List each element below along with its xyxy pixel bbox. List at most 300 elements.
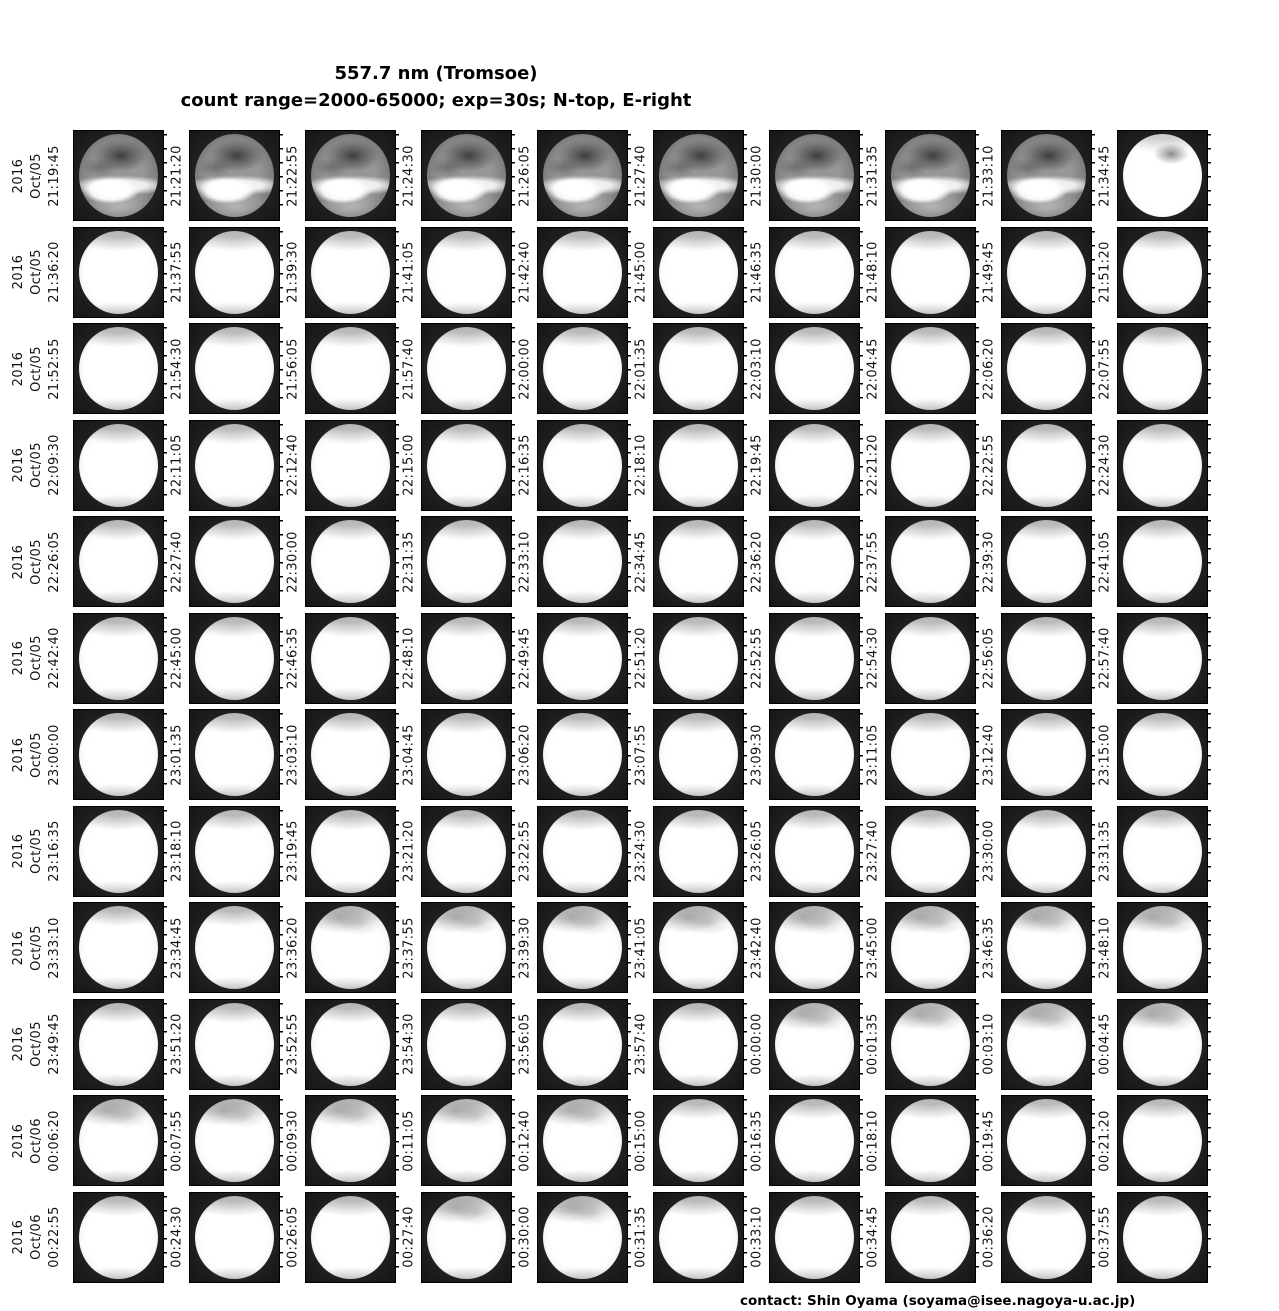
frame-time-text: 21:49:45 (981, 241, 996, 303)
frame-row (0, 1095, 1208, 1186)
frame-time-label (628, 1192, 653, 1283)
frame-time-text: 00:16:35 (749, 1109, 764, 1172)
allsky-thumbnail (537, 516, 628, 607)
frame-time-text: 22:01:35 (633, 337, 648, 400)
frame-time-label (512, 130, 537, 221)
allsky-image (195, 327, 274, 410)
allsky-image (543, 713, 622, 796)
row-date: Oct/05 (28, 1021, 44, 1067)
allsky-image (775, 906, 854, 989)
frame-time-label (280, 227, 305, 318)
frame-time-label (744, 613, 769, 704)
allsky-thumbnail (1001, 323, 1092, 414)
allsky-thumbnail (421, 709, 512, 800)
frame-row (0, 709, 1208, 800)
frame-time-label (512, 1192, 537, 1283)
frame-time-label (280, 516, 305, 607)
allsky-image (659, 1196, 738, 1279)
allsky-thumbnail (305, 999, 396, 1090)
frame-time-text: 00:24:30 (169, 1206, 184, 1268)
frame-time-text: 23:19:45 (285, 820, 300, 882)
row-year: 2016 (10, 833, 26, 869)
allsky-thumbnail (1117, 227, 1208, 318)
frame-time-text: 23:22:55 (517, 820, 532, 882)
frame-time-text: 22:31:35 (401, 530, 416, 593)
allsky-thumbnail (1117, 1192, 1208, 1283)
allsky-thumbnail (885, 1192, 976, 1283)
allsky-thumbnail (885, 806, 976, 897)
allsky-thumbnail (1001, 1192, 1092, 1283)
allsky-image (79, 327, 158, 410)
allsky-thumbnail (73, 227, 164, 318)
frame-time-label (628, 130, 653, 221)
frame-time-label (280, 999, 305, 1090)
frame-time-text: 22:11:05 (169, 434, 184, 496)
frame-time-text: 00:31:35 (633, 1206, 648, 1268)
frame-time-label (512, 420, 537, 511)
allsky-image (427, 231, 506, 314)
row-start-time: 21:52:55 (46, 337, 62, 400)
allsky-thumbnail (769, 323, 860, 414)
allsky-image (1007, 520, 1086, 603)
frame-time-text: 21:41:05 (401, 241, 416, 303)
allsky-image (1123, 713, 1202, 796)
frame-row (0, 613, 1208, 704)
frame-time-text: 00:33:10 (749, 1206, 764, 1268)
frame-time-text: 22:39:30 (981, 530, 996, 593)
allsky-image (427, 1196, 506, 1279)
frame-time-text: 22:24:30 (1097, 434, 1112, 496)
allsky-image (311, 617, 390, 700)
frame-time-text: 00:34:45 (865, 1206, 880, 1268)
frame-time-text: 21:51:20 (1097, 241, 1112, 303)
allsky-thumbnail (73, 902, 164, 993)
frame-time-label (744, 130, 769, 221)
allsky-thumbnail (305, 227, 396, 318)
frame-time-text: 22:18:10 (633, 434, 648, 496)
frame-time-text: 00:07:55 (169, 1109, 184, 1172)
frame-time-label (512, 227, 537, 318)
frame-time-label (164, 613, 189, 704)
allsky-image (1007, 134, 1086, 217)
row-year: 2016 (10, 1026, 26, 1062)
allsky-image (1007, 327, 1086, 410)
frame-time-label (1092, 806, 1117, 897)
allsky-thumbnail (769, 1192, 860, 1283)
row-start-time: 23:16:35 (46, 820, 62, 882)
allsky-image (891, 713, 970, 796)
frame-time-text: 22:27:40 (169, 530, 184, 593)
allsky-thumbnail (1117, 613, 1208, 704)
allsky-image (195, 1003, 274, 1086)
row-start-time: 21:36:20 (46, 241, 62, 303)
row-date: Oct/05 (28, 635, 44, 681)
frame-time-label (396, 130, 421, 221)
allsky-image (891, 520, 970, 603)
frame-time-text: 21:22:55 (285, 144, 300, 207)
page-subtitle: count range=2000-65000; exp=30s; N-top, E-right (180, 90, 692, 111)
frame-time-text: 21:46:35 (749, 241, 764, 303)
row-start-time: 22:09:30 (46, 434, 62, 496)
allsky-image (1007, 1196, 1086, 1279)
allsky-thumbnail (73, 516, 164, 607)
allsky-image (311, 713, 390, 796)
row-year: 2016 (10, 640, 26, 676)
allsky-image (543, 134, 622, 217)
frame-time-text: 23:09:30 (749, 723, 764, 786)
allsky-thumbnail (885, 420, 976, 511)
frame-time-label (628, 420, 653, 511)
row-start-time: 23:33:10 (46, 916, 62, 979)
allsky-thumbnail (653, 1095, 744, 1186)
frame-time-text: 23:31:35 (1097, 820, 1112, 882)
row-date: Oct/05 (28, 152, 44, 199)
allsky-thumbnail (769, 709, 860, 800)
frame-time-label (976, 323, 1001, 414)
row-date-label (0, 902, 73, 993)
frame-time-text: 21:56:05 (285, 337, 300, 400)
frame-time-label (396, 1192, 421, 1283)
frame-row (0, 1192, 1208, 1283)
frame-time-label (164, 227, 189, 318)
frame-time-label (1092, 420, 1117, 511)
allsky-image (427, 134, 506, 217)
allsky-thumbnail (305, 420, 396, 511)
frame-time-label (628, 1095, 653, 1186)
allsky-thumbnail (421, 613, 512, 704)
allsky-image (543, 327, 622, 410)
frame-time-label (628, 516, 653, 607)
frame-time-text: 21:45:00 (633, 241, 648, 303)
frame-time-label (1092, 227, 1117, 318)
frame-time-label (744, 999, 769, 1090)
frame-time-text: 21:26:05 (517, 144, 532, 207)
frame-time-label (744, 1095, 769, 1186)
frame-time-label (1092, 709, 1117, 800)
allsky-thumbnail (653, 709, 744, 800)
allsky-thumbnail (537, 999, 628, 1090)
frame-time-text: 00:11:05 (401, 1109, 416, 1172)
allsky-image (311, 520, 390, 603)
frame-time-label (396, 902, 421, 993)
frame-time-label (280, 902, 305, 993)
frame-time-text: 21:34:45 (1097, 144, 1112, 207)
row-date-label (0, 516, 73, 607)
frame-time-label (280, 1192, 305, 1283)
allsky-image (891, 1099, 970, 1182)
allsky-thumbnail (537, 709, 628, 800)
allsky-thumbnail (653, 999, 744, 1090)
row-year: 2016 (10, 930, 26, 965)
allsky-thumbnail (653, 420, 744, 511)
allsky-thumbnail (885, 709, 976, 800)
row-start-time: 00:22:55 (46, 1206, 62, 1268)
frame-time-text: 23:41:05 (633, 916, 648, 979)
allsky-thumbnail (1117, 323, 1208, 414)
frame-time-text: 22:30:00 (285, 530, 300, 593)
frame-time-text: 23:51:20 (169, 1013, 184, 1075)
frame-time-text: 22:56:05 (981, 627, 996, 689)
row-year: 2016 (10, 254, 26, 290)
row-year: 2016 (10, 737, 26, 772)
allsky-thumbnail (305, 1192, 396, 1283)
frame-time-text: 00:15:00 (633, 1109, 648, 1172)
frame-time-text: 22:37:55 (865, 530, 880, 593)
allsky-image (1123, 1196, 1202, 1279)
row-date: Oct/05 (28, 731, 44, 778)
frame-time-label (744, 516, 769, 607)
frame-row (0, 420, 1208, 511)
allsky-thumbnail (769, 420, 860, 511)
allsky-image (79, 424, 158, 507)
allsky-thumbnail (1001, 709, 1092, 800)
allsky-image (195, 231, 274, 314)
allsky-image (891, 1003, 970, 1086)
allsky-thumbnail (769, 999, 860, 1090)
frame-time-text: 22:07:55 (1097, 337, 1112, 400)
frame-time-text: 23:18:10 (169, 820, 184, 882)
row-date: Oct/05 (28, 442, 44, 488)
allsky-thumbnail (769, 902, 860, 993)
frame-time-text: 23:37:55 (401, 916, 416, 979)
frame-time-label (512, 902, 537, 993)
allsky-image (1007, 1003, 1086, 1086)
allsky-image (427, 1003, 506, 1086)
frame-time-label (860, 902, 885, 993)
allsky-image (775, 424, 854, 507)
allsky-image (1007, 617, 1086, 700)
allsky-image (1123, 231, 1202, 314)
row-date: Oct/05 (28, 924, 44, 971)
frame-row (0, 806, 1208, 897)
allsky-image (543, 1003, 622, 1086)
frame-time-label (744, 323, 769, 414)
allsky-image (775, 810, 854, 893)
frame-time-text: 22:34:45 (633, 530, 648, 593)
allsky-thumbnail (305, 323, 396, 414)
allsky-thumbnail (537, 227, 628, 318)
frame-time-label (164, 323, 189, 414)
frame-time-label (976, 420, 1001, 511)
allsky-image (1007, 906, 1086, 989)
frame-time-text: 22:06:20 (981, 337, 996, 400)
frame-time-label (628, 613, 653, 704)
frame-time-text: 22:49:45 (517, 627, 532, 689)
row-date-label (0, 806, 73, 897)
allsky-thumbnail (421, 999, 512, 1090)
frame-time-label (512, 1095, 537, 1186)
allsky-thumbnail (189, 806, 280, 897)
frame-time-label (164, 420, 189, 511)
allsky-image (195, 906, 274, 989)
row-year: 2016 (10, 351, 26, 386)
allsky-thumbnail (73, 130, 164, 221)
frame-time-label (860, 806, 885, 897)
frame-time-text: 22:00:00 (517, 337, 532, 400)
allsky-image (1007, 231, 1086, 314)
allsky-thumbnail (537, 902, 628, 993)
frame-time-label (1092, 323, 1117, 414)
allsky-thumbnail (1117, 516, 1208, 607)
allsky-image (311, 1196, 390, 1279)
row-year: 2016 (10, 544, 26, 579)
allsky-thumbnail (189, 516, 280, 607)
frame-time-label (1092, 1192, 1117, 1283)
allsky-image (195, 810, 274, 893)
frame-time-text: 21:39:30 (285, 241, 300, 303)
frame-time-label (628, 227, 653, 318)
frame-time-label (512, 613, 537, 704)
allsky-thumbnail (73, 709, 164, 800)
frame-time-label (860, 1095, 885, 1186)
allsky-thumbnail (769, 227, 860, 318)
frame-time-label (164, 1192, 189, 1283)
frame-time-label (744, 806, 769, 897)
frame-time-text: 22:15:00 (401, 434, 416, 496)
allsky-thumbnail (73, 1095, 164, 1186)
allsky-image (659, 906, 738, 989)
allsky-thumbnail (421, 902, 512, 993)
allsky-thumbnail (653, 1192, 744, 1283)
frame-time-label (628, 999, 653, 1090)
allsky-thumbnail (885, 227, 976, 318)
allsky-image (427, 906, 506, 989)
frame-time-text: 21:54:30 (169, 337, 184, 400)
allsky-thumbnail (421, 323, 512, 414)
frame-time-text: 22:33:10 (517, 530, 532, 593)
frame-time-text: 23:12:40 (981, 723, 996, 786)
frame-time-label (976, 1192, 1001, 1283)
frame-time-label (860, 227, 885, 318)
frame-time-text: 21:30:00 (749, 144, 764, 207)
allsky-image (427, 617, 506, 700)
frame-time-text: 22:51:20 (633, 627, 648, 689)
frame-time-text: 22:45:00 (169, 627, 184, 689)
frame-time-label (396, 323, 421, 414)
allsky-image (891, 810, 970, 893)
allsky-image (1123, 134, 1202, 217)
frame-time-label (164, 999, 189, 1090)
allsky-thumbnail (1001, 227, 1092, 318)
frame-time-text: 21:31:35 (865, 144, 880, 207)
frame-time-text: 22:41:05 (1097, 530, 1112, 593)
allsky-image (891, 906, 970, 989)
allsky-thumbnail (189, 1095, 280, 1186)
allsky-image (1007, 424, 1086, 507)
allsky-thumbnail (537, 1192, 628, 1283)
allsky-image (775, 134, 854, 217)
allsky-thumbnail (885, 1095, 976, 1186)
frame-time-text: 00:26:05 (285, 1206, 300, 1268)
frame-time-label (1092, 130, 1117, 221)
allsky-image (659, 617, 738, 700)
allsky-thumbnail (769, 516, 860, 607)
frame-time-label (396, 420, 421, 511)
allsky-thumbnail (189, 999, 280, 1090)
frame-time-label (860, 130, 885, 221)
frame-time-label (976, 1095, 1001, 1186)
row-date-label (0, 323, 73, 414)
frame-time-text: 21:37:55 (169, 241, 184, 303)
allsky-thumbnail (653, 516, 744, 607)
frame-time-label (512, 806, 537, 897)
allsky-thumbnail (305, 130, 396, 221)
allsky-image (891, 231, 970, 314)
frame-time-text: 22:52:55 (749, 627, 764, 689)
allsky-thumbnail (537, 420, 628, 511)
frame-row (0, 323, 1208, 414)
row-start-time: 22:26:05 (46, 530, 62, 593)
frame-time-label (860, 420, 885, 511)
row-date-label (0, 1095, 73, 1186)
frame-time-label (396, 806, 421, 897)
frame-time-label (396, 227, 421, 318)
frame-time-text: 00:21:20 (1097, 1109, 1112, 1172)
allsky-image (427, 713, 506, 796)
frame-time-text: 22:21:20 (865, 434, 880, 496)
allsky-image (79, 1099, 158, 1182)
allsky-image (311, 231, 390, 314)
frame-time-label (164, 1095, 189, 1186)
allsky-thumbnail (189, 613, 280, 704)
frame-time-text: 23:27:40 (865, 820, 880, 882)
allsky-image (79, 520, 158, 603)
allsky-thumbnail (189, 902, 280, 993)
frame-time-text: 22:57:40 (1097, 627, 1112, 689)
allsky-image (543, 520, 622, 603)
allsky-thumbnail (653, 323, 744, 414)
row-date-label (0, 613, 73, 704)
allsky-thumbnail (189, 227, 280, 318)
allsky-image (659, 520, 738, 603)
frame-time-label (164, 709, 189, 800)
allsky-image (79, 810, 158, 893)
row-date: Oct/06 (28, 1214, 44, 1260)
allsky-thumbnail (769, 1095, 860, 1186)
frame-time-text: 23:48:10 (1097, 916, 1112, 979)
frame-time-text: 23:57:40 (633, 1013, 648, 1075)
contact-text: contact: Shin Oyama (soyama@isee.nagoya-u.ac.jp) (740, 1293, 1136, 1309)
allsky-thumbnail (885, 323, 976, 414)
frame-time-label (860, 1192, 885, 1283)
frame-time-text: 23:42:40 (749, 916, 764, 979)
frame-time-label (164, 902, 189, 993)
allsky-image (543, 1196, 622, 1279)
frame-time-label (628, 902, 653, 993)
allsky-image (79, 906, 158, 989)
row-date-label (0, 130, 73, 221)
allsky-image (195, 713, 274, 796)
frame-time-text: 22:04:45 (865, 337, 880, 400)
allsky-image (1123, 520, 1202, 603)
allsky-thumbnail (537, 1095, 628, 1186)
row-year: 2016 (10, 1123, 26, 1158)
frame-time-text: 23:24:30 (633, 820, 648, 882)
allsky-image (1123, 810, 1202, 893)
allsky-image (775, 617, 854, 700)
allsky-image (659, 810, 738, 893)
allsky-thumbnail (421, 1192, 512, 1283)
allsky-image (775, 520, 854, 603)
frame-time-text: 23:39:30 (517, 916, 532, 979)
allsky-image (891, 134, 970, 217)
frame-time-label (280, 806, 305, 897)
frame-time-label (744, 902, 769, 993)
allsky-image (311, 134, 390, 217)
frame-time-label (280, 130, 305, 221)
allsky-image (311, 327, 390, 410)
row-date: Oct/05 (28, 828, 44, 874)
